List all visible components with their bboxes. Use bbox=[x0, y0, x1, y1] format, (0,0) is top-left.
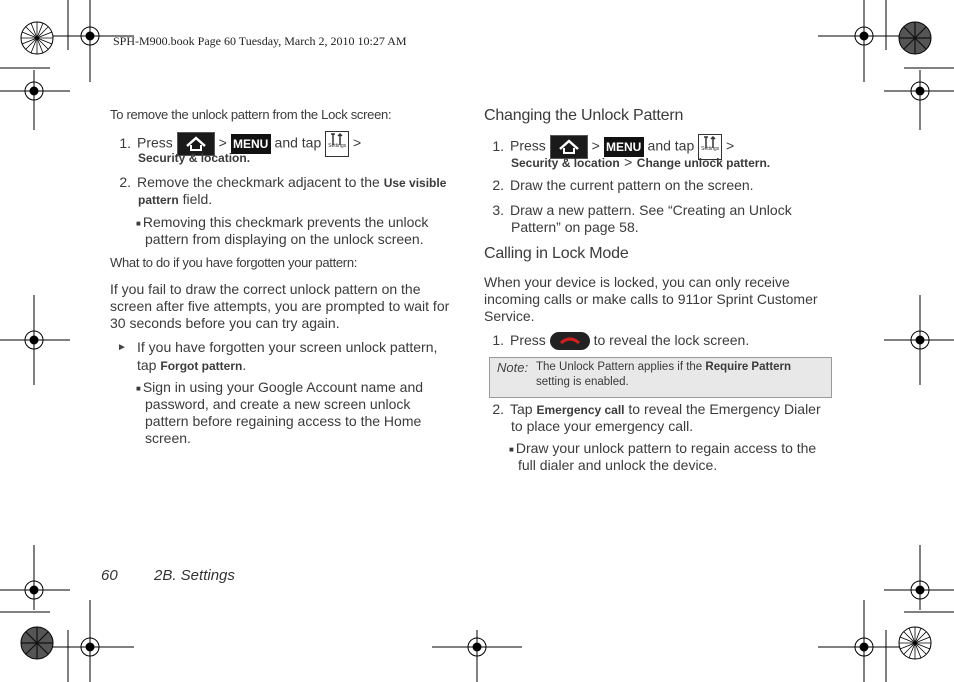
note-label: Note: bbox=[497, 360, 529, 375]
density-wheel-icon bbox=[899, 627, 931, 659]
r-step-1-sub: Security & location > Change unlock pattern. bbox=[511, 154, 771, 170]
r-step-3: 3. Draw a new pattern. See “Creating an Unlock bbox=[492, 202, 792, 218]
crosshair-icon bbox=[0, 70, 70, 130]
bullet-2-l4: screen. bbox=[145, 430, 191, 446]
step-1: 1. Press > MENU and tap Settings > bbox=[113, 131, 361, 157]
menu-key-icon: MENU bbox=[604, 137, 644, 157]
print-header: SPH-M900.book Page 60 Tuesday, March 2, 2010 10:27 AM bbox=[113, 34, 407, 48]
r-step-3-cont: Pattern” on page 58. bbox=[511, 219, 639, 235]
r-step-2: 2. Draw the current pattern on the screen. bbox=[492, 177, 754, 193]
note-line-2: setting is enabled. bbox=[536, 376, 629, 388]
r-bullet: ■ Draw your unlock pattern to regain access to the bbox=[509, 440, 817, 456]
arrow-line-2: tap Forgot pattern. bbox=[137, 357, 247, 373]
crosshair-icon bbox=[0, 545, 70, 610]
step-1-sub: Security & location. bbox=[138, 151, 251, 165]
crosshair-icon bbox=[818, 0, 904, 82]
end-call-key-icon bbox=[550, 332, 590, 350]
caption-remove-pattern: To remove the unlock pattern from the Lock screen: bbox=[110, 107, 392, 122]
settings-icon: Settings bbox=[698, 134, 722, 160]
bullet-2-l2: password, and create a new screen unlock bbox=[145, 396, 411, 412]
step-2-cont: pattern field. bbox=[138, 191, 213, 207]
page-number: 60 bbox=[101, 567, 118, 584]
density-wheel-icon bbox=[21, 627, 53, 659]
crosshair-icon bbox=[884, 545, 954, 610]
c-step-1: 1. Press to reveal the lock screen. bbox=[486, 332, 749, 350]
bullet-2-l3: pattern before regaining access to the Home bbox=[145, 413, 422, 429]
heading-calling: Calling in Lock Mode bbox=[484, 245, 629, 262]
crosshair-icon bbox=[884, 295, 954, 385]
para-line-2: screen after five attempts, you are prompted to wait for bbox=[110, 298, 450, 314]
caption-forgotten: What to do if you have forgotten your pattern: bbox=[110, 255, 358, 270]
crosshair-icon bbox=[432, 630, 522, 682]
crosshair-icon bbox=[48, 600, 134, 682]
c-step-2: 2. Tap Emergency call to reveal the Emergency Dialer bbox=[492, 401, 821, 417]
arrow-bullet-icon: ► bbox=[117, 342, 127, 353]
settings-icon: Settings bbox=[325, 131, 349, 157]
bullet-1: ■ Removing this checkmark prevents the unlock bbox=[136, 214, 429, 230]
menu-key-icon: MENU bbox=[231, 134, 271, 154]
r-para-1: When your device is locked, you can only receive bbox=[484, 274, 790, 290]
density-wheel-icon bbox=[899, 22, 931, 54]
r-para-3: Service. bbox=[484, 308, 535, 324]
r-bullet-cont: full dialer and unlock the device. bbox=[518, 457, 718, 473]
bullet-2: ■ Sign in using your Google Account name and bbox=[136, 379, 424, 395]
section-name: 2B. Settings bbox=[154, 567, 235, 584]
crosshair-icon bbox=[818, 600, 904, 682]
note-line-1: The Unlock Pattern applies if the Require Pattern bbox=[536, 361, 792, 373]
heading-changing: Changing the Unlock Pattern bbox=[484, 107, 684, 124]
para-line-1: If you fail to draw the correct unlock pattern on the bbox=[110, 281, 421, 297]
r-step-1: 1. Press > MENU and tap Settings > bbox=[486, 134, 734, 160]
crosshair-icon bbox=[0, 295, 70, 385]
note-box bbox=[489, 357, 832, 398]
step-2: 2. Remove the checkmark adjacent to the Use visible bbox=[119, 174, 447, 190]
arrow-line-1: If you have forgotten your screen unlock pattern, bbox=[137, 339, 438, 355]
crosshair-icon bbox=[884, 70, 954, 130]
bullet-1-cont: pattern from displaying on the unlock screen. bbox=[145, 231, 424, 247]
density-wheel-icon bbox=[21, 22, 53, 54]
r-para-2: incoming calls or make calls to 911or Sprint Customer bbox=[484, 291, 818, 307]
c-step-2-cont: to place your emergency call. bbox=[511, 418, 694, 434]
para-line-3: 30 seconds before you can try again. bbox=[110, 315, 340, 331]
